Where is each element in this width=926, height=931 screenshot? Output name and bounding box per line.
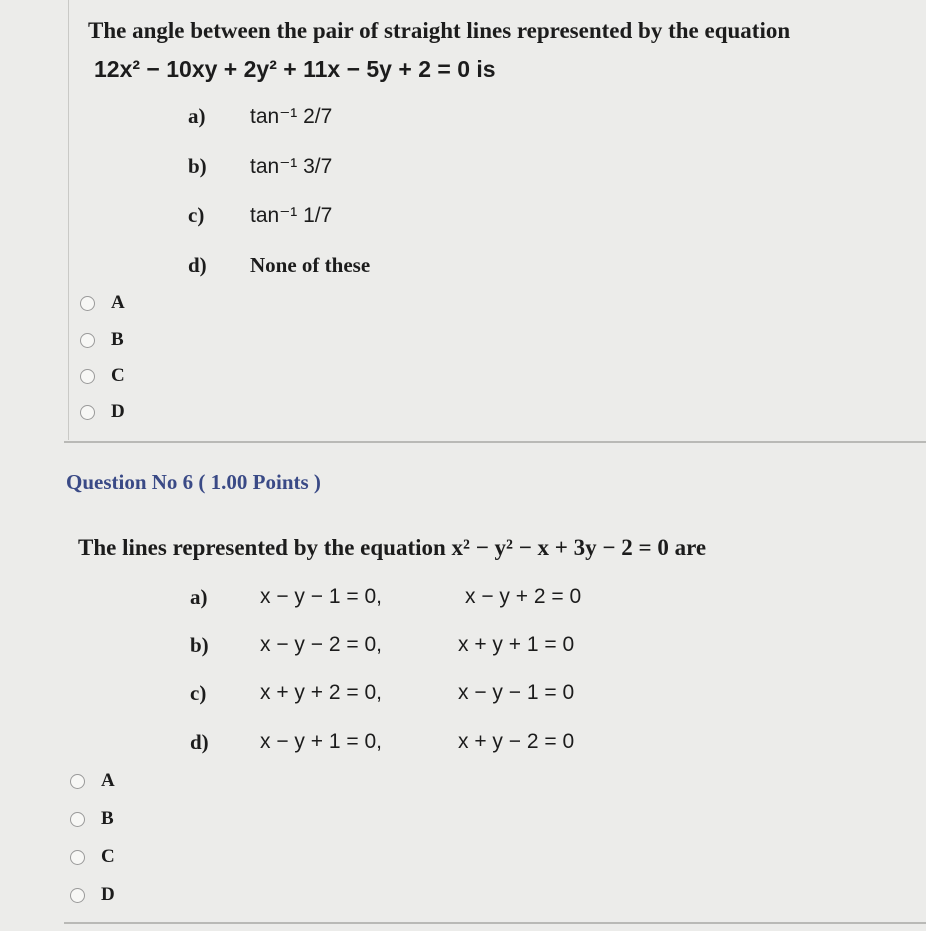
option-eq1: x + y + 2 = 0,	[260, 681, 382, 704]
question5-choice-d[interactable]	[80, 400, 125, 424]
option-label: a)	[188, 104, 206, 128]
radio-label: B	[101, 808, 114, 829]
option-label: b)	[188, 154, 207, 178]
question5-stem-line1: The angle between the pair of straight lines represented by the equation	[88, 18, 791, 43]
question6-stem-text: The lines represented by the equation x² − y² − x + 3y − 2 = 0 are	[78, 535, 707, 560]
radio-button[interactable]	[70, 888, 85, 903]
option-text: None of these	[250, 253, 371, 277]
option-text: tan⁻¹ 1/7	[250, 204, 333, 227]
radio-button[interactable]	[70, 774, 85, 789]
option-label: d)	[190, 730, 209, 754]
option-eq1: x − y − 1 = 0,	[260, 585, 382, 608]
question5-choice-c[interactable]	[80, 364, 125, 388]
radio-button[interactable]	[70, 850, 85, 865]
radio-button[interactable]	[80, 333, 95, 348]
option-eq2: x + y + 1 = 0	[458, 633, 575, 656]
question6-choice-a[interactable]	[70, 769, 115, 793]
left-border	[68, 0, 69, 440]
radio-button[interactable]	[80, 296, 95, 311]
option-label: b)	[190, 633, 209, 657]
question6-choice-b[interactable]	[70, 807, 114, 831]
radio-label: D	[111, 401, 125, 422]
radio-label: A	[111, 292, 125, 313]
option-eq2: x − y + 2 = 0	[465, 585, 582, 608]
question5-choice-a[interactable]	[80, 291, 125, 315]
option-text: tan⁻¹ 2/7	[250, 105, 333, 128]
question6-header: Question No 6 ( 1.00 Points )	[66, 470, 321, 494]
radio-button[interactable]	[70, 812, 85, 827]
radio-button[interactable]	[80, 369, 95, 384]
option-eq2: x + y − 2 = 0	[458, 730, 575, 753]
question5-stem-line2	[94, 56, 496, 83]
option-eq1: x − y + 1 = 0,	[260, 730, 382, 753]
option-eq2: x − y − 1 = 0	[458, 681, 575, 704]
radio-label: A	[101, 770, 115, 791]
radio-label: C	[101, 846, 115, 867]
radio-label: C	[111, 365, 125, 386]
radio-button[interactable]	[80, 405, 95, 420]
option-label: d)	[188, 253, 207, 277]
question6-choice-c[interactable]	[70, 845, 115, 869]
question5-equation: 12x² − 10xy + 2y² + 11x − 5y + 2 = 0 is	[94, 56, 496, 82]
option-label: c)	[188, 203, 205, 227]
question6-choice-d[interactable]	[70, 883, 115, 907]
radio-label: B	[111, 329, 124, 350]
option-label: c)	[190, 681, 207, 705]
section-divider-bottom	[64, 922, 926, 924]
option-text: tan⁻¹ 3/7	[250, 155, 333, 178]
radio-label: D	[101, 884, 115, 905]
question5-choice-b[interactable]	[80, 328, 124, 352]
section-divider	[64, 441, 926, 443]
option-label: a)	[190, 585, 208, 609]
option-eq1: x − y − 2 = 0,	[260, 633, 382, 656]
question6-stem	[78, 535, 706, 561]
